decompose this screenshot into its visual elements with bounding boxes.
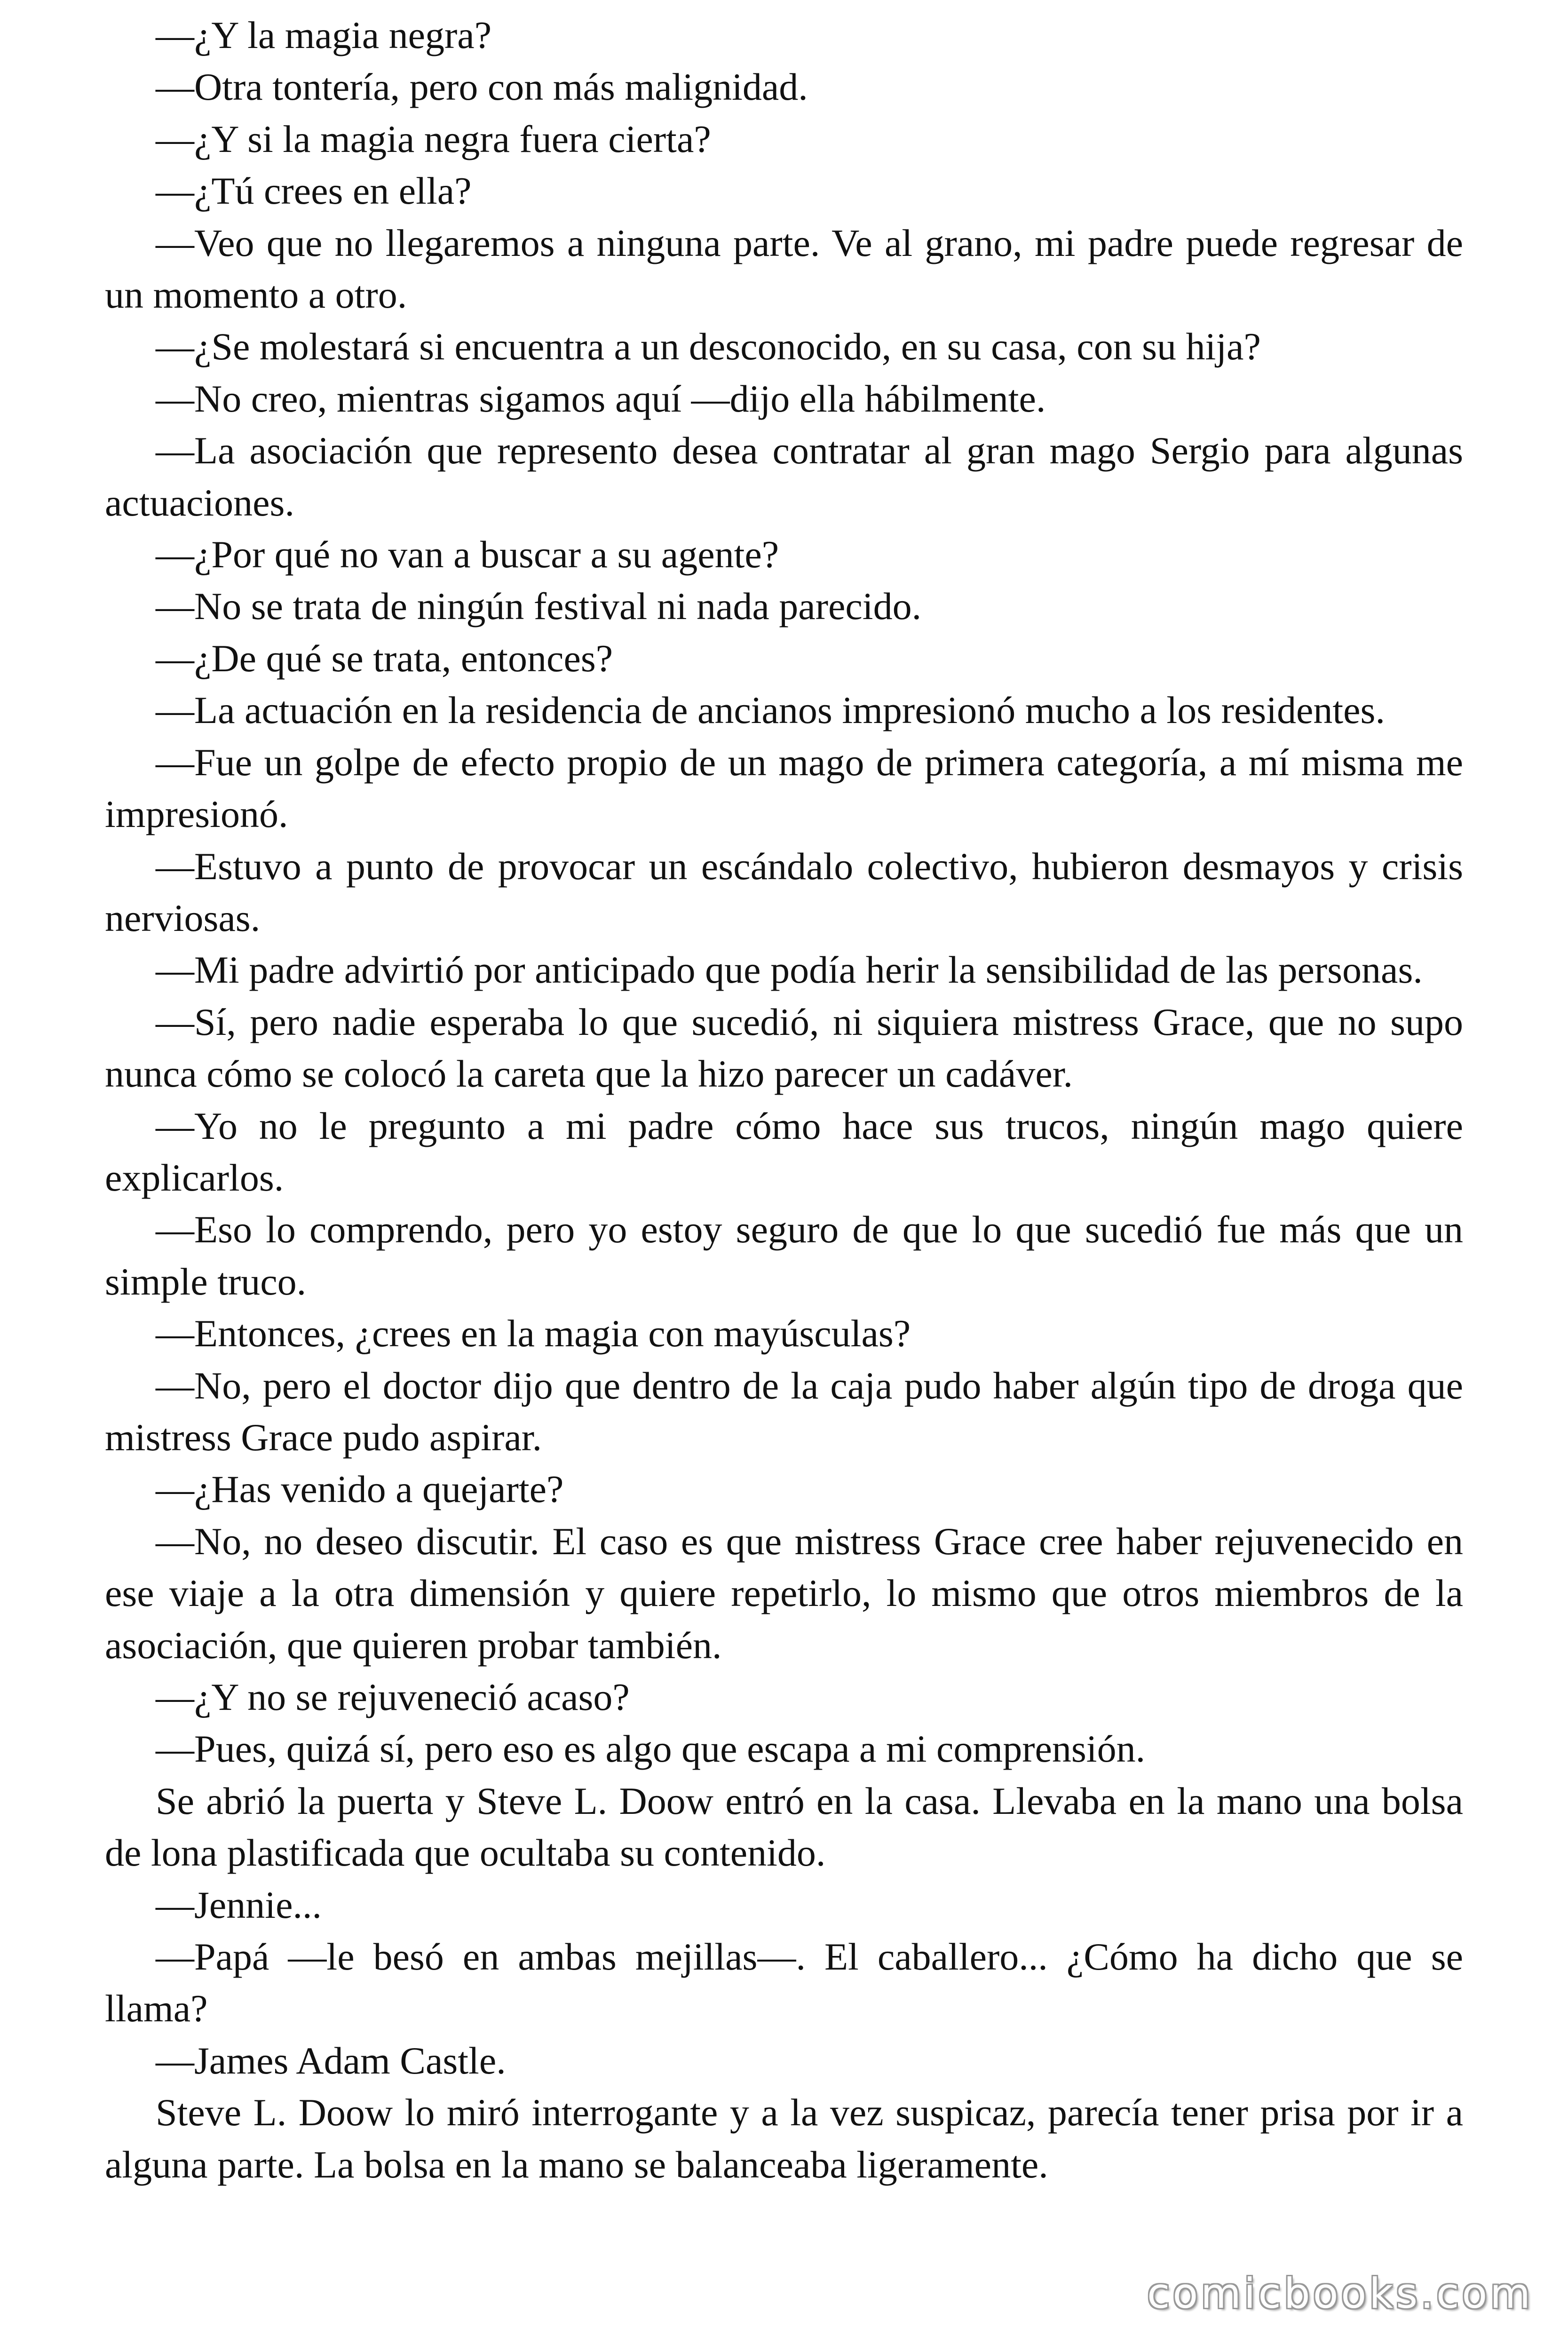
paragraph-1: —¿Y la magia negra? [156,14,492,56]
paragraph-27: —Papá —le besó en ambas mejillas—. El caballero... ¿Cómo ha dicho que se llama? [105,1935,1463,2030]
paragraph-3: —¿Y si la magia negra fuera cierta? [156,117,711,160]
paragraph-2: —Otra tontería, pero con más malignidad. [156,65,808,109]
paragraph-29: Steve L. Doow lo miró interrogante y a la vez suspicaz, parecía tener prisa por ir a alguna parte. La bolsa en la mano se balanceaba ligeramente. [105,2091,1463,2186]
paragraph-12: —La actuación en la residencia de ancianos impresionó mucho a los residentes. [156,689,1385,732]
paragraph-19: —Entonces, ¿crees en la magia con mayúsculas? [156,1312,911,1355]
paragraph-7: —No creo, mientras sigamos aquí —dijo ella hábilmente. [156,377,1046,420]
paragraph-20: —No, pero el doctor dijo que dentro de la caja pudo haber algún tipo de droga que mistress Grace pudo aspirar. [105,1364,1463,1459]
watermark: comicbooks.com [1147,2269,1533,2318]
paragraph-11: —¿De qué se trata, entonces? [156,636,613,680]
paragraph-17: —Yo no le pregunto a mi padre cómo hace sus trucos, ningún mago quiere explicarlos. [105,1104,1463,1199]
paragraph-15: —Mi padre advirtió por anticipado que podía herir la sensibilidad de las personas. [156,948,1423,992]
paragraph-6: —¿Se molestará si encuentra a un desconocido, en su casa, con su hija? [156,325,1261,368]
paragraph-8: —La asociación que represento desea contratar al gran mago Sergio para algunas actuaciones. [105,429,1463,524]
paragraph-13: —Fue un golpe de efecto propio de un mago de primera categoría, a mí misma me impresionó. [105,740,1463,836]
page-body-text [105,9,1463,2191]
paragraph-5: —Veo que no llegaremos a ninguna parte. Ve al grano, mi padre puede regresar de un momento a otro. [105,221,1463,317]
paragraph-22: —No, no deseo discutir. El caso es que mistress Grace cree haber rejuvenecido en ese viaje a la otra dimensión y quiere repetirlo, lo mismo que otros miembros de la asociación, que quieren probar también. [105,1519,1463,1667]
paragraph-28: —James Adam Castle. [156,2039,506,2082]
paragraph-24: —Pues, quizá sí, pero eso es algo que escapa a mi comprensión. [156,1727,1146,1771]
paragraph-21: —¿Has venido a quejarte? [156,1468,564,1511]
paragraph-23: —¿Y no se rejuveneció acaso? [156,1676,630,1718]
paragraph-9: —¿Por qué no van a buscar a su agente? [156,533,779,576]
paragraph-25: Se abrió la puerta y Steve L. Doow entró en la casa. Llevaba en la mano una bolsa de lona plastificada que ocultaba su contenido. [105,1779,1463,1875]
paragraph-10: —No se trata de ningún festival ni nada parecido. [156,585,922,628]
paragraph-18: —Eso lo comprendo, pero yo estoy seguro de que lo que sucedió fue más que un simple truco. [105,1208,1463,1303]
paragraph-14: —Estuvo a punto de provocar un escándalo colectivo, hubieron desmayos y crisis nerviosas. [105,844,1463,939]
paragraph-26: —Jennie... [156,1883,322,1926]
paragraph-16: —Sí, pero nadie esperaba lo que sucedió, ni siquiera mistress Grace, que no supo nunca cómo se colocó la careta que la hizo parecer un cadáver. [105,1000,1463,1096]
paragraph-4: —¿Tú crees en ella? [156,169,472,213]
